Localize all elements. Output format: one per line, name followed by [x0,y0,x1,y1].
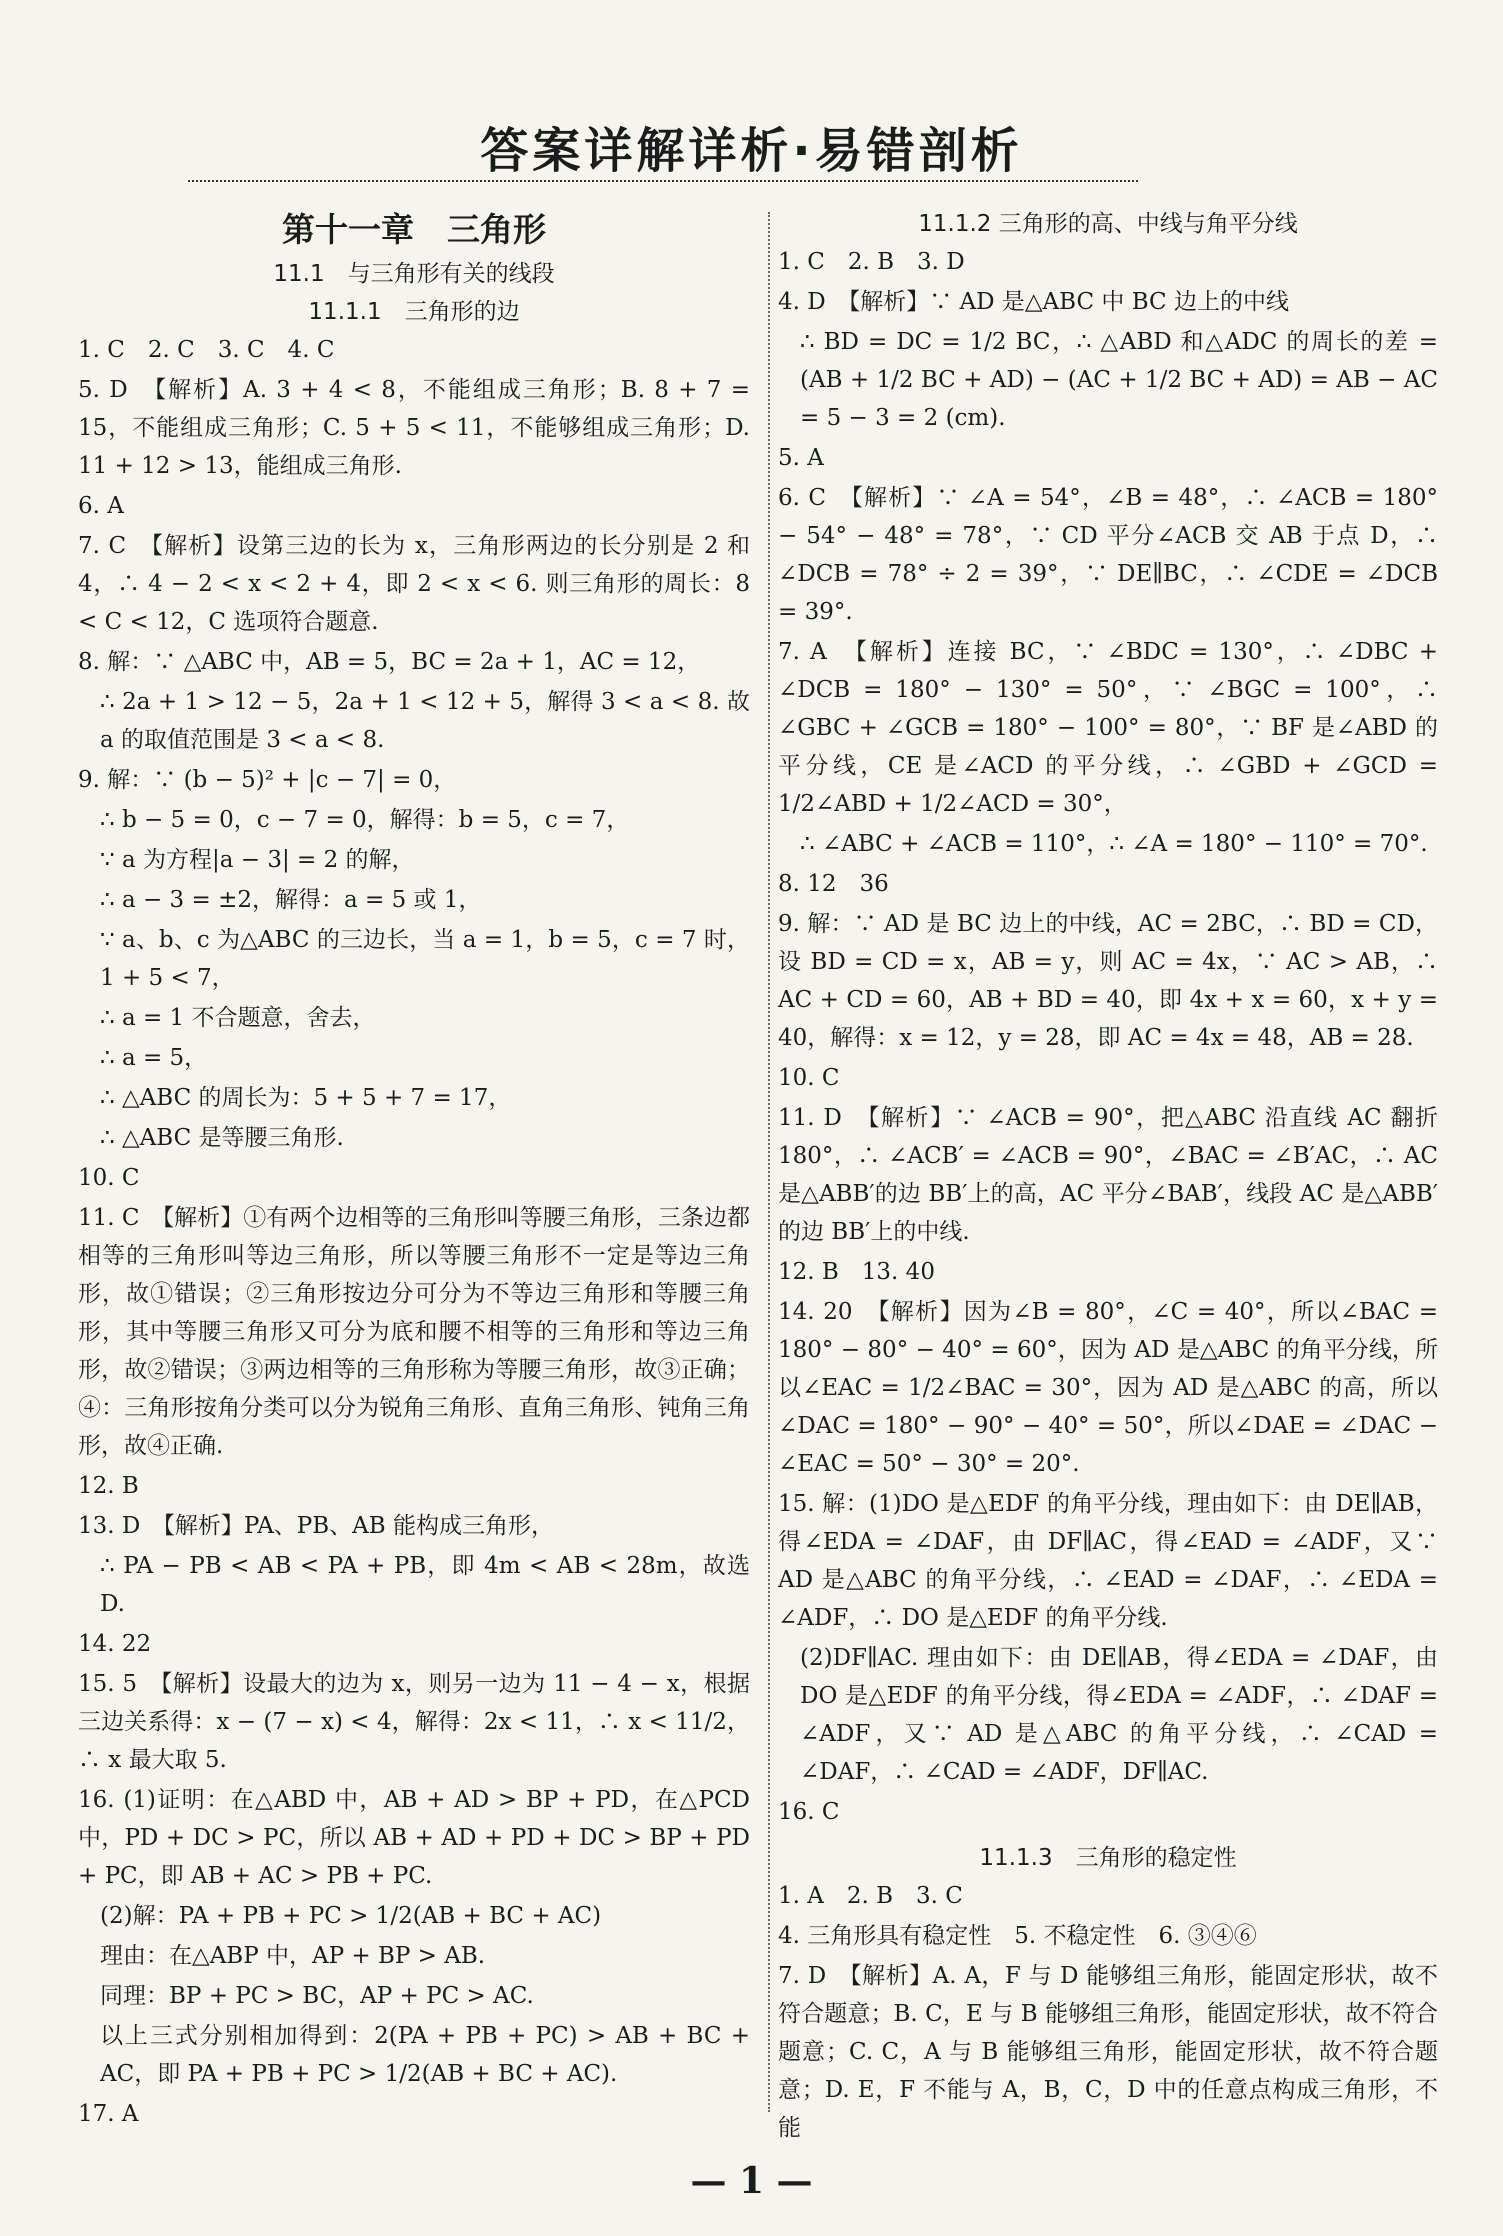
answer-line: 7. A 【解析】连接 BC，∵ ∠BDC = 130°，∴ ∠DBC + ∠DCB = 180° − 130° = 50°，∵ ∠BGC = 100°，∴ ∠GBC + ∠GCB = 180° − 100° = 80°，∵ BF 是∠ABD 的平分线，CE 是∠ACD 的平分线，∴ ∠GBD + ∠GCD = 1/2∠ABD + 1/2∠ACD = 30°， [778,639,1438,817]
subsection-title: 11.1.3 三角形的稳定性 [979,1845,1237,1871]
answer-line: 理由：在△ABP 中，AP + BP > AB. [100,1943,486,1969]
answer-line: 11. C 【解析】①有两个边相等的三角形叫等腰三角形，三条边都相等的三角形叫等边三角形，所以等腰三角形不一定是等边三角形，故①错误；②三角形按边分可分为不等边三角形和等腰三角形，其中等腰三角形又可分为底和腰不相等的三角形和等边三角形，故②错误；③两边相等的三角形称为等腰三角形，故③正确；④：三角形按角分类可以分为锐角三角形、直角三角形、钝角三角形，故④正确. [78,1205,750,1459]
answer-line: ∴ △ABC 是等腰三角形. [100,1125,344,1151]
section-title: 11.1 与三角形有关的线段 [273,261,555,287]
answer-line: 16. (1)证明：在△ABD 中，AB + AD > BP + PD，在△PCD 中，PD + DC > PC，所以 AB + AD + PD + DC > BP + PD + PC，即 AB + AC > PB + PC. [78,1787,750,1889]
answer-line: 12. B 13. 40 [778,1259,935,1285]
answer-line: ∴ BD = DC = 1/2 BC，∴ △ABD 和△ADC 的周长的差 = (AB + 1/2 BC + AD) − (AC + 1/2 BC + AD) = AB − AC = 5 − 3 = 2 (cm). [800,329,1438,431]
answer-line: (2)解：PA + PB + PC > 1/2(AB + BC + AC) [100,1903,602,1929]
right-column [778,205,1438,2149]
left-answer-list [78,331,750,2133]
answer-line: 10. C [778,1065,840,1091]
answer-line: 14. 20 【解析】因为∠B = 80°，∠C = 40°，所以∠BAC = 180° − 80° − 40° = 60°，因为 AD 是△ABC 的角平分线，所以∠EAC = 1/2∠BAC = 30°，因为 AD 是△ABC 的高，所以∠DAC = 180° − 90° − 40° = 50°，所以∠DAE = ∠DAC − ∠EAC = 50° − 30° = 20°. [778,1299,1438,1477]
answer-line: 4. D 【解析】∵ AD 是△ABC 中 BC 边上的中线 [778,289,1289,315]
right-answer-list-2 [778,1877,1438,2147]
answer-line: 5. A [778,445,824,471]
answer-line: 15. 5 【解析】设最大的边为 x，则另一边为 11 − 4 − x，根据三边关系得：x − (7 − x) < 4，解得：2x < 11，∴ x < 11/2，∴ x 最大取 5. [78,1671,750,1773]
answer-line: 12. B [78,1473,139,1499]
answer-line: ∵ a 为方程|a − 3| = 2 的解， [100,847,415,873]
subsection-title: 11.1.2 三角形的高、中线与角平分线 [918,211,1298,237]
answer-line: 8. 解：∵ △ABC 中，AB = 5，BC = 2a + 1，AC = 12， [78,649,701,675]
left-column [78,205,750,2135]
answer-line: 15. 解：(1)DO 是△EDF 的角平分线，理由如下：由 DE∥AB，得∠EDA = ∠DAF，由 DF∥AC，得∠EAD = ∠ADF，又∵ AD 是△ABC 的角平分线，∴ ∠EAD = ∠DAF，∴ ∠EDA = ∠ADF，∴ DO 是△EDF 的角平分线. [778,1491,1438,1631]
answer-line: 7. C 【解析】设第三边的长为 x，三角形两边的长分别是 2 和 4，∴ 4 − 2 < x < 2 + 4，即 2 < x < 6. 则三角形的周长：8 < C < 12，C 选项符合题意. [78,533,750,635]
answer-line: 1. A 2. B 3. C [778,1883,963,1909]
answer-line: 9. 解：∵ AD 是 BC 边上的中线，AC = 2BC，∴ BD = CD，设 BD = CD = x，AB = y，则 AC = 4x，∵ AC > AB，∴ AC + CD = 60，AB + BD = 40，即 4x + x = 60，x + y = 40，解得：x = 12，y = 28，即 AC = 4x = 48，AB = 28. [778,911,1438,1051]
answer-line: 以上三式分别相加得到：2(PA + PB + PC) > AB + BC + AC，即 PA + PB + PC > 1/2(AB + BC + AC). [100,2023,750,2087]
answer-line: (2)DF∥AC. 理由如下：由 DE∥AB，得∠EDA = ∠DAF，由 DO 是△EDF 的角平分线，得∠EDA = ∠ADF，∴ ∠DAF = ∠ADF，又∵ AD 是△ABC 的角平分线，∴ ∠CAD = ∠DAF，∴ ∠CAD = ∠ADF，DF∥AC. [800,1645,1438,1785]
answer-line: 13. D 【解析】PA、PB、AB 能构成三角形， [78,1513,555,1539]
subsection-title: 11.1.1 三角形的边 [308,299,520,325]
column-divider [768,212,770,2112]
answer-line: 7. D 【解析】A. A，F 与 D 能够组三角形，能固定形状，故不符合题意；B. C，E 与 B 能够组三角形，能固定形状，故不符合题意；C. C，A 与 B 能够组三角形，能固定形状，故不符合题意；D. E，F 不能与 A，B，C，D 中的任意点构成三角形，不能 [778,1963,1438,2141]
answer-line: 同理：BP + PC > BC，AP + PC > AC. [100,1983,534,2009]
answer-line: 6. C 【解析】∵ ∠A = 54°，∠B = 48°，∴ ∠ACB = 180° − 54° − 48° = 78°，∵ CD 平分∠ACB 交 AB 于点 D，∴ ∠DCB = 78° ÷ 2 = 39°，∵ DE∥BC，∴ ∠CDE = ∠DCB = 39°. [778,485,1438,625]
answer-line: 17. A [78,2101,139,2127]
answer-line: 9. 解：∵ (b − 5)² + |c − 7| = 0， [78,767,457,793]
answer-line: ∴ a − 3 = ±2，解得：a = 5 或 1， [100,887,482,913]
answer-line: ∴ ∠ABC + ∠ACB = 110°，∴ ∠A = 180° − 110° = 70°. [800,831,1428,857]
title-divider [188,180,1138,182]
answer-line: 10. C [78,1165,140,1191]
answer-line: 11. D 【解析】∵ ∠ACB = 90°，把△ABC 沿直线 AC 翻折 180°，∴ ∠ACB′ = ∠ACB = 90°，∠BAC = ∠B′AC，∴ AC 是△ABB′的边 BB′上的高，AC 平分∠BAB′，线段 AC 是△ABB′的边 BB′上的中线. [778,1105,1438,1245]
answer-line: 1. C 2. B 3. D [778,249,965,275]
page-title: 答案详解详析·易错剖析 [480,123,1023,179]
answer-line: ∴ a = 5， [100,1045,208,1071]
answer-line: ∴ △ABC 的周长为：5 + 5 + 7 = 17， [100,1085,512,1111]
answer-line: ∴ b − 5 = 0，c − 7 = 0，解得：b = 5，c = 7， [100,807,630,833]
answer-line: 14. 22 [78,1631,152,1657]
page-number: — 1 — [690,2160,813,2202]
right-answer-list-1 [778,243,1438,1831]
answer-line: ∴ PA − PB < AB < PA + PB，即 4m < AB < 28m，故选 D. [100,1553,750,1617]
answer-line: 16. C [778,1799,840,1825]
answer-line: 5. D 【解析】A. 3 + 4 < 8，不能组成三角形；B. 8 + 7 = 15，不能组成三角形；C. 5 + 5 < 11，不能够组成三角形；D. 11 + 12 > 13，能组成三角形. [78,377,750,479]
answer-line: 4. 三角形具有稳定性 5. 不稳定性 6. ③④⑥ [778,1923,1257,1949]
answer-line: ∴ 2a + 1 > 12 − 5，2a + 1 < 12 + 5，解得 3 < a < 8. 故 a 的取值范围是 3 < a < 8. [100,689,750,753]
answer-line: 6. A [78,493,124,519]
chapter-title: 第十一章 三角形 [282,210,546,249]
answer-line: ∵ a、b、c 为△ABC 的三边长，当 a = 1，b = 5，c = 7 时，1 + 5 < 7， [100,927,750,991]
answer-line: 1. C 2. C 3. C 4. C [78,337,335,363]
answer-line: ∴ a = 1 不合题意，舍去， [100,1005,376,1031]
answer-line: 8. 12 36 [778,871,889,897]
